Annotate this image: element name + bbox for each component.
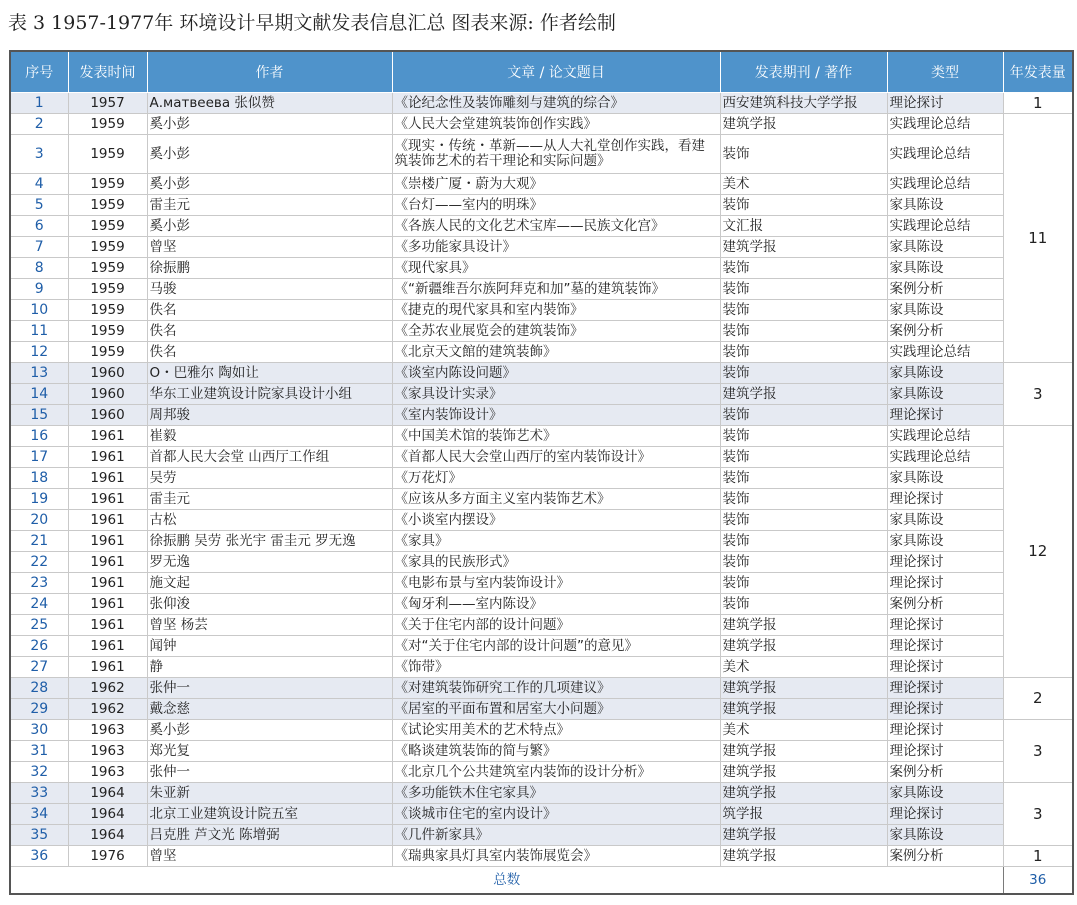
header-row: [10, 51, 1073, 93]
row-venue: 装饰: [720, 468, 887, 489]
row-author: 闻钟: [147, 636, 392, 657]
row-author: 奚小彭: [147, 216, 392, 237]
header-cell-venue: 发表期刊 / 著作: [720, 51, 887, 93]
row-title: 《对建筑装饰研究工作的几项建议》: [392, 678, 720, 699]
row-number: 34: [10, 804, 68, 825]
row-author: 吕克胜 芦文光 陈增弼: [147, 825, 392, 846]
row-year: 1961: [68, 657, 147, 678]
row-number: 6: [10, 216, 68, 237]
row-year: 1964: [68, 804, 147, 825]
row-type: 案例分析: [887, 762, 1003, 783]
row-year: 1959: [68, 321, 147, 342]
row-number: 26: [10, 636, 68, 657]
table-row: [10, 762, 1073, 783]
row-venue: 建筑学报: [720, 783, 887, 804]
table-row: [10, 678, 1073, 699]
row-venue: 装饰: [720, 135, 887, 174]
row-venue: 装饰: [720, 279, 887, 300]
row-year: 1962: [68, 678, 147, 699]
row-venue: 建筑学报: [720, 825, 887, 846]
row-venue: 装饰: [720, 195, 887, 216]
row-type: 案例分析: [887, 279, 1003, 300]
row-title: 《多功能铁木住宅家具》: [392, 783, 720, 804]
row-title: 《试论实用美术的艺术特点》: [392, 720, 720, 741]
header-cell-year-count: 年发表量: [1003, 51, 1073, 93]
row-year: 1957: [68, 93, 147, 114]
header-cell-type: 类型: [887, 51, 1003, 93]
row-year: 1961: [68, 426, 147, 447]
row-type: 理论探讨: [887, 741, 1003, 762]
row-author: 佚名: [147, 321, 392, 342]
table-row: [10, 426, 1073, 447]
table-row: [10, 405, 1073, 426]
row-number: 9: [10, 279, 68, 300]
row-venue: 装饰: [720, 447, 887, 468]
table-row: [10, 783, 1073, 804]
row-number: 22: [10, 552, 68, 573]
year-count-cell: 1: [1003, 846, 1073, 867]
row-number: 27: [10, 657, 68, 678]
row-title: 《居室的平面布置和居室大小问题》: [392, 699, 720, 720]
row-type: 实践理论总结: [887, 447, 1003, 468]
row-venue: 装饰: [720, 489, 887, 510]
row-type: 理论探讨: [887, 720, 1003, 741]
row-venue: 建筑学报: [720, 237, 887, 258]
row-title: 《首都人民大会堂山西厅的室内装饰设计》: [392, 447, 720, 468]
row-venue: 装饰: [720, 321, 887, 342]
row-author: 曾坚: [147, 237, 392, 258]
row-number: 19: [10, 489, 68, 510]
row-author: 张仲一: [147, 678, 392, 699]
row-number: 4: [10, 174, 68, 195]
row-venue: 装饰: [720, 552, 887, 573]
row-type: 理论探讨: [887, 93, 1003, 114]
year-count-cell: 3: [1003, 783, 1073, 846]
table-row: [10, 135, 1073, 174]
row-venue: 装饰: [720, 300, 887, 321]
year-count-cell: 3: [1003, 363, 1073, 426]
row-number: 1: [10, 93, 68, 114]
table-row: [10, 300, 1073, 321]
year-count-cell: 2: [1003, 678, 1073, 720]
row-number: 10: [10, 300, 68, 321]
row-title: 《现代家具》: [392, 258, 720, 279]
year-count-cell: 1: [1003, 93, 1073, 114]
row-number: 30: [10, 720, 68, 741]
row-type: 理论探讨: [887, 405, 1003, 426]
row-type: 案例分析: [887, 321, 1003, 342]
row-author: 奚小彭: [147, 114, 392, 135]
table-row: [10, 720, 1073, 741]
row-type: 家具陈设: [887, 300, 1003, 321]
row-title: 《饰带》: [392, 657, 720, 678]
row-number: 29: [10, 699, 68, 720]
row-venue: 建筑学报: [720, 615, 887, 636]
row-type: 理论探讨: [887, 804, 1003, 825]
row-venue: 装饰: [720, 573, 887, 594]
row-number: 32: [10, 762, 68, 783]
row-author: 北京工业建筑设计院五室: [147, 804, 392, 825]
row-venue: 装饰: [720, 258, 887, 279]
row-venue: 建筑学报: [720, 384, 887, 405]
table-row: [10, 342, 1073, 363]
row-venue: 美术: [720, 174, 887, 195]
row-type: 实践理论总结: [887, 114, 1003, 135]
table-row: [10, 804, 1073, 825]
row-author: 静: [147, 657, 392, 678]
table-row: [10, 279, 1073, 300]
row-author: 雷圭元: [147, 195, 392, 216]
row-type: 家具陈设: [887, 531, 1003, 552]
row-venue: 建筑学报: [720, 114, 887, 135]
row-author: 张仲一: [147, 762, 392, 783]
row-title: 《谈室内陈设问题》: [392, 363, 720, 384]
row-title: 《台灯——室内的明珠》: [392, 195, 720, 216]
row-year: 1959: [68, 195, 147, 216]
row-year: 1959: [68, 114, 147, 135]
row-author: 佚名: [147, 300, 392, 321]
row-year: 1964: [68, 783, 147, 804]
row-year: 1961: [68, 510, 147, 531]
row-number: 18: [10, 468, 68, 489]
row-number: 21: [10, 531, 68, 552]
table-row: [10, 384, 1073, 405]
row-author: 奚小彭: [147, 174, 392, 195]
year-count-cell: 3: [1003, 720, 1073, 783]
row-type: 实践理论总结: [887, 135, 1003, 174]
row-number: 13: [10, 363, 68, 384]
row-year: 1959: [68, 237, 147, 258]
table-row: [10, 699, 1073, 720]
header-cell-title: 文章 / 论文题目: [392, 51, 720, 93]
row-title: 《北京几个公共建筑室内装饰的设计分析》: [392, 762, 720, 783]
literature-table: [9, 50, 1074, 895]
row-title: 《“新疆维吾尔族阿拜克和加”墓的建筑装饰》: [392, 279, 720, 300]
row-title: 《家具设计实录》: [392, 384, 720, 405]
row-number: 7: [10, 237, 68, 258]
row-number: 3: [10, 135, 68, 174]
row-title: 《家具》: [392, 531, 720, 552]
row-year: 1960: [68, 384, 147, 405]
row-author: 奚小彭: [147, 135, 392, 174]
row-venue: 建筑学报: [720, 741, 887, 762]
row-number: 25: [10, 615, 68, 636]
table-caption: 表 3 1957-1977年 环境设计早期文献发表信息汇总 图表来源: 作者绘制: [8, 12, 616, 34]
table-row: [10, 741, 1073, 762]
row-author: 雷圭元: [147, 489, 392, 510]
row-title: 《捷克的現代家具和室内裝饰》: [392, 300, 720, 321]
row-venue: 美术: [720, 720, 887, 741]
table-row: [10, 363, 1073, 384]
row-venue: 装饰: [720, 531, 887, 552]
total-row: [10, 867, 1073, 895]
row-year: 1963: [68, 741, 147, 762]
row-venue: 建筑学报: [720, 762, 887, 783]
row-author: 马骏: [147, 279, 392, 300]
table-row: [10, 321, 1073, 342]
row-venue: 装饰: [720, 363, 887, 384]
table-row: [10, 174, 1073, 195]
year-count-cell: 12: [1003, 426, 1073, 678]
row-type: 理论探讨: [887, 699, 1003, 720]
row-venue: 西安建筑科技大学学报: [720, 93, 887, 114]
row-author: 朱亚新: [147, 783, 392, 804]
table-row: [10, 573, 1073, 594]
row-year: 1961: [68, 594, 147, 615]
row-type: 家具陈设: [887, 363, 1003, 384]
row-type: 家具陈设: [887, 510, 1003, 531]
row-author: 周邦骏: [147, 405, 392, 426]
row-type: 实践理论总结: [887, 174, 1003, 195]
row-number: 5: [10, 195, 68, 216]
row-type: 理论探讨: [887, 573, 1003, 594]
total-value: 36: [1003, 867, 1073, 895]
row-author: 佚名: [147, 342, 392, 363]
row-title: 《关于住宅内部的设计问题》: [392, 615, 720, 636]
table-row: [10, 93, 1073, 114]
table-row: [10, 846, 1073, 867]
row-author: 吴劳: [147, 468, 392, 489]
row-author: 古松: [147, 510, 392, 531]
table-row: [10, 657, 1073, 678]
row-title: 《室内装饰设计》: [392, 405, 720, 426]
row-type: 理论探讨: [887, 636, 1003, 657]
row-type: 家具陈设: [887, 237, 1003, 258]
row-number: 2: [10, 114, 68, 135]
row-type: 家具陈设: [887, 783, 1003, 804]
year-count-cell: 11: [1003, 114, 1073, 363]
row-author: 首都人民大会堂 山西厅工作组: [147, 447, 392, 468]
row-title: 《现实・传统・革新——从人大礼堂创作实践，看建筑装饰艺术的若干理论和实际问题》: [392, 135, 720, 174]
row-title: 《瑞典家具灯具室内装饰展览会》: [392, 846, 720, 867]
total-label: 总数: [10, 867, 1003, 895]
row-year: 1976: [68, 846, 147, 867]
row-year: 1959: [68, 135, 147, 174]
row-number: 35: [10, 825, 68, 846]
row-author: 曾坚: [147, 846, 392, 867]
row-venue: 装饰: [720, 594, 887, 615]
row-venue: 建筑学报: [720, 678, 887, 699]
table-row: [10, 258, 1073, 279]
row-year: 1959: [68, 279, 147, 300]
table-row: [10, 114, 1073, 135]
row-title: 《略谈建筑装饰的简与繁》: [392, 741, 720, 762]
header-cell-author: 作者: [147, 51, 392, 93]
row-year: 1959: [68, 300, 147, 321]
row-year: 1959: [68, 258, 147, 279]
row-author: 徐振鹏 吴劳 张光宇 雷圭元 罗无逸: [147, 531, 392, 552]
row-number: 17: [10, 447, 68, 468]
row-number: 16: [10, 426, 68, 447]
row-title: 《谈城市住宅的室内设计》: [392, 804, 720, 825]
row-venue: 建筑学报: [720, 699, 887, 720]
row-type: 实践理论总结: [887, 426, 1003, 447]
table-row: [10, 615, 1073, 636]
row-author: 施文起: [147, 573, 392, 594]
row-year: 1964: [68, 825, 147, 846]
row-author: 奚小彭: [147, 720, 392, 741]
table-row: [10, 636, 1073, 657]
row-number: 15: [10, 405, 68, 426]
row-year: 1963: [68, 720, 147, 741]
row-year: 1959: [68, 174, 147, 195]
row-year: 1961: [68, 531, 147, 552]
row-year: 1961: [68, 489, 147, 510]
row-number: 24: [10, 594, 68, 615]
row-number: 23: [10, 573, 68, 594]
row-type: 家具陈设: [887, 825, 1003, 846]
row-type: 理论探讨: [887, 552, 1003, 573]
row-number: 20: [10, 510, 68, 531]
row-type: 家具陈设: [887, 258, 1003, 279]
row-year: 1959: [68, 216, 147, 237]
row-type: 理论探讨: [887, 678, 1003, 699]
table-row: [10, 216, 1073, 237]
row-type: 家具陈设: [887, 468, 1003, 489]
table-row: [10, 195, 1073, 216]
row-number: 12: [10, 342, 68, 363]
row-venue: 装饰: [720, 510, 887, 531]
row-title: 《人民大会堂建筑装饰创作实践》: [392, 114, 720, 135]
row-title: 《家具的民族形式》: [392, 552, 720, 573]
row-type: 理论探讨: [887, 657, 1003, 678]
row-venue: 筑学报: [720, 804, 887, 825]
row-title: 《各族人民的文化艺术宝库——民族文化宫》: [392, 216, 720, 237]
table-row: [10, 510, 1073, 531]
row-author: 华东工业建筑设计院家具设计小组: [147, 384, 392, 405]
row-author: 崔毅: [147, 426, 392, 447]
row-number: 36: [10, 846, 68, 867]
row-year: 1963: [68, 762, 147, 783]
row-venue: 建筑学报: [720, 846, 887, 867]
row-title: 《多功能家具设计》: [392, 237, 720, 258]
row-type: 实践理论总结: [887, 216, 1003, 237]
row-year: 1961: [68, 447, 147, 468]
row-year: 1959: [68, 342, 147, 363]
row-title: 《全苏农业展览会的建筑装饰》: [392, 321, 720, 342]
row-number: 33: [10, 783, 68, 804]
row-author: 戴念慈: [147, 699, 392, 720]
table-row: [10, 552, 1073, 573]
row-title: 《论纪念性及装饰雕刻与建筑的综合》: [392, 93, 720, 114]
table-row: [10, 825, 1073, 846]
row-type: 理论探讨: [887, 489, 1003, 510]
row-venue: 文汇报: [720, 216, 887, 237]
row-year: 1961: [68, 468, 147, 489]
row-author: 张仰浚: [147, 594, 392, 615]
row-title: 《应该从多方面主义室内装饰艺术》: [392, 489, 720, 510]
table-row: [10, 468, 1073, 489]
row-number: 11: [10, 321, 68, 342]
row-type: 家具陈设: [887, 384, 1003, 405]
table-row: [10, 447, 1073, 468]
table-row: [10, 489, 1073, 510]
row-title: 《电影布景与室内装饰设计》: [392, 573, 720, 594]
row-number: 8: [10, 258, 68, 279]
header-cell-no: 序号: [10, 51, 68, 93]
row-year: 1961: [68, 552, 147, 573]
row-author: 郑光复: [147, 741, 392, 762]
row-year: 1960: [68, 363, 147, 384]
row-type: 理论探讨: [887, 615, 1003, 636]
table-row: [10, 237, 1073, 258]
row-year: 1962: [68, 699, 147, 720]
row-title: 《中国美术馆的装饰艺术》: [392, 426, 720, 447]
row-author: О・巴雅尔 陶如让: [147, 363, 392, 384]
row-title: 《匈牙利——室内陈设》: [392, 594, 720, 615]
row-type: 案例分析: [887, 594, 1003, 615]
table-row: [10, 531, 1073, 552]
row-type: 家具陈设: [887, 195, 1003, 216]
row-venue: 建筑学报: [720, 636, 887, 657]
row-author: 徐振鹏: [147, 258, 392, 279]
row-type: 实践理论总结: [887, 342, 1003, 363]
row-year: 1961: [68, 573, 147, 594]
row-number: 31: [10, 741, 68, 762]
row-venue: 装饰: [720, 342, 887, 363]
header-cell-year: 发表时间: [68, 51, 147, 93]
row-title: 《崇楼广厦・蔚为大观》: [392, 174, 720, 195]
row-year: 1961: [68, 615, 147, 636]
row-author: А.матвеева 张似赞: [147, 93, 392, 114]
row-number: 28: [10, 678, 68, 699]
row-title: 《北京天文館的建筑装飾》: [392, 342, 720, 363]
row-year: 1960: [68, 405, 147, 426]
table-row: [10, 594, 1073, 615]
row-title: 《对“关于住宅内部的设计问题”的意见》: [392, 636, 720, 657]
row-venue: 美术: [720, 657, 887, 678]
row-author: 罗无逸: [147, 552, 392, 573]
row-title: 《万花灯》: [392, 468, 720, 489]
row-title: 《小谈室内摆设》: [392, 510, 720, 531]
row-year: 1961: [68, 636, 147, 657]
row-venue: 装饰: [720, 405, 887, 426]
row-number: 14: [10, 384, 68, 405]
row-title: 《几件新家具》: [392, 825, 720, 846]
row-venue: 装饰: [720, 426, 887, 447]
row-author: 曾坚 杨芸: [147, 615, 392, 636]
table-body: [10, 93, 1073, 895]
row-type: 案例分析: [887, 846, 1003, 867]
